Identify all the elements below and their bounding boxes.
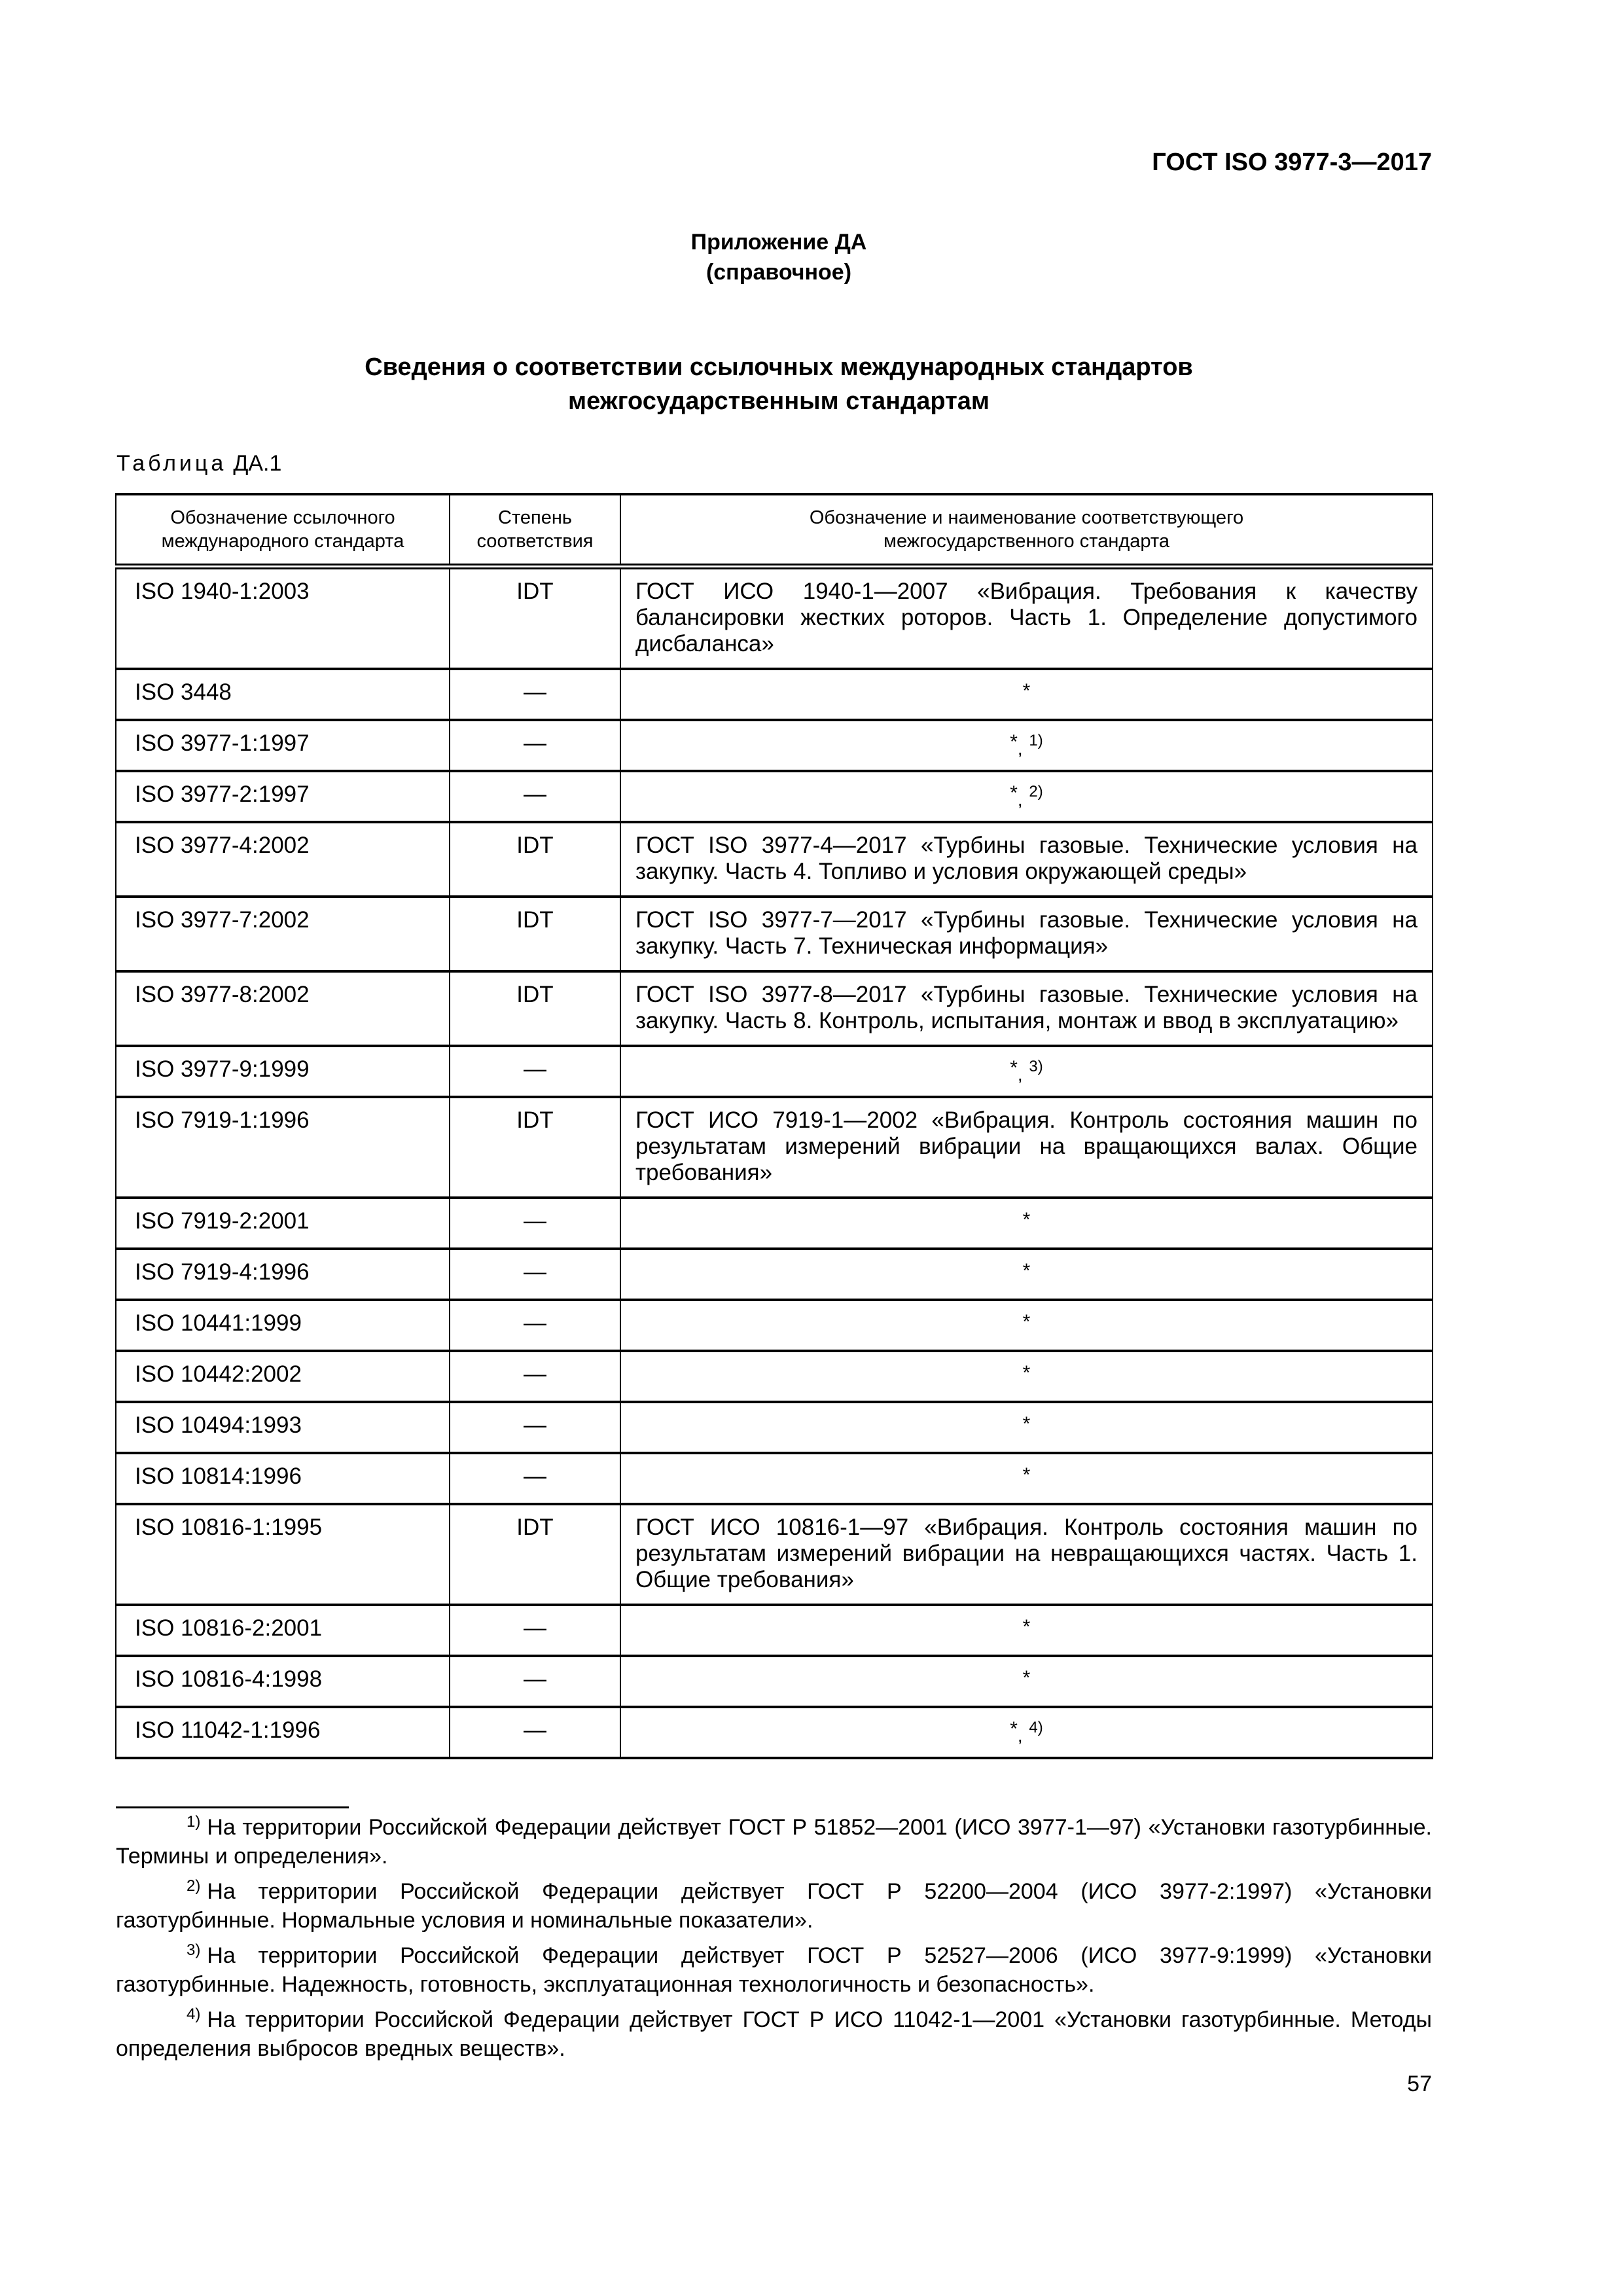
international-standard-cell: ISO 10442:2002 (116, 1351, 450, 1402)
national-standard-cell (620, 720, 1433, 771)
international-standard-cell: ISO 3977-1:1997 (116, 720, 450, 771)
footnote-reference[interactable]: 4) (1029, 1719, 1043, 1736)
degree-of-correspondence-cell: — (450, 771, 620, 822)
degree-of-correspondence-cell: — (450, 1605, 620, 1656)
page-number: 57 (1407, 2072, 1432, 2096)
degree-of-correspondence-cell: IDT (450, 822, 620, 897)
asterisk-marker: * (1022, 1209, 1031, 1230)
footnote-text: На территории Российской Федерации действует ГОСТ Р 52527—2006 (ИСО 3977-9:1999) «Установки газотурбинные. Надежность, готовность, эксплуатационная технологичность и безопасность». (116, 1943, 1432, 1997)
degree-of-correspondence-cell: IDT (450, 897, 620, 971)
table-row (116, 720, 1433, 771)
document-designation: ГОСТ ISO 3977-3—2017 (1152, 149, 1432, 176)
table-row (116, 1402, 1433, 1453)
international-standard-cell: ISO 10816-4:1998 (116, 1656, 450, 1707)
degree-of-correspondence-cell: — (450, 1198, 620, 1249)
international-standard-cell: ISO 3977-9:1999 (116, 1046, 450, 1097)
table-body (116, 567, 1433, 1759)
comma-separator: , (1017, 1064, 1023, 1085)
national-standard-cell (620, 1198, 1433, 1249)
appendix-title (196, 350, 1361, 418)
national-standard-cell (620, 1046, 1433, 1097)
table-row (116, 1707, 1433, 1758)
table-row (116, 971, 1433, 1046)
table-row (116, 897, 1433, 971)
national-standard-cell: ГОСТ ИСО 1940-1—2007 «Вибрация. Требования к качеству балансировки жестких роторов. Часть 1. Определение допустимого дисбаланса» (620, 567, 1433, 670)
national-standard-cell (620, 1249, 1433, 1300)
table-caption-number: ДА.1 (233, 451, 282, 476)
column-header-national: Обозначение и наименование соответствующего межгосударственного стандарта (620, 494, 1433, 567)
footnote (116, 2007, 1432, 2062)
footnote-mark: 1) (187, 1813, 201, 1831)
international-standard-cell: ISO 7919-1:1996 (116, 1097, 450, 1198)
table-row (116, 1656, 1433, 1707)
degree-of-correspondence-cell: — (450, 1351, 620, 1402)
asterisk-marker: * (1022, 1616, 1031, 1638)
national-standard-cell (620, 669, 1433, 720)
national-standard-cell: ГОСТ ISO 3977-7—2017 «Турбины газовые. Технические условия на закупку. Часть 7. Техническая информация» (620, 897, 1433, 971)
table-row (116, 1351, 1433, 1402)
national-standard-cell: ГОСТ ISO 3977-4—2017 «Турбины газовые. Технические условия на закупку. Часть 4. Топливо и условия окружающей среды» (620, 822, 1433, 897)
international-standard-cell: ISO 3977-7:2002 (116, 897, 450, 971)
degree-of-correspondence-cell: IDT (450, 1504, 620, 1605)
international-standard-cell: ISO 10816-1:1995 (116, 1504, 450, 1605)
comma-separator: , (1017, 738, 1023, 759)
correspondence-table (115, 493, 1433, 1759)
table-row (116, 1046, 1433, 1097)
footnote-reference[interactable]: 1) (1029, 732, 1043, 749)
international-standard-cell: ISO 7919-2:2001 (116, 1198, 450, 1249)
comma-separator: , (1017, 789, 1023, 810)
asterisk-marker: * (1010, 731, 1018, 753)
degree-of-correspondence-cell: IDT (450, 1097, 620, 1198)
national-standard-cell (620, 1707, 1433, 1758)
footnote-mark: 4) (187, 2005, 201, 2023)
international-standard-cell: ISO 1940-1:2003 (116, 567, 450, 670)
table-row (116, 1097, 1433, 1198)
national-standard-cell (620, 1453, 1433, 1504)
international-standard-cell: ISO 3977-8:2002 (116, 971, 450, 1046)
title-line-2: межгосударственным стандартам (568, 387, 990, 415)
asterisk-marker: * (1010, 1057, 1018, 1079)
degree-of-correspondence-cell: — (450, 669, 620, 720)
asterisk-marker: * (1022, 1667, 1031, 1689)
degree-of-correspondence-cell: — (450, 1300, 620, 1351)
column-header-degree: Степень соответствия (450, 494, 620, 567)
national-standard-cell (620, 1402, 1433, 1453)
appendix-label: Приложение ДА (690, 230, 867, 255)
international-standard-cell: ISO 7919-4:1996 (116, 1249, 450, 1300)
table-row (116, 771, 1433, 822)
degree-of-correspondence-cell: — (450, 1656, 620, 1707)
national-standard-cell (620, 771, 1433, 822)
table-row (116, 669, 1433, 720)
asterisk-marker: * (1022, 1464, 1031, 1486)
footnote-mark: 2) (187, 1877, 201, 1895)
international-standard-cell: ISO 3448 (116, 669, 450, 720)
international-standard-cell: ISO 10814:1996 (116, 1453, 450, 1504)
appendix-heading (654, 227, 903, 287)
asterisk-marker: * (1022, 680, 1031, 702)
footnote (116, 1943, 1432, 1998)
degree-of-correspondence-cell: IDT (450, 971, 620, 1046)
table-row (116, 567, 1433, 670)
international-standard-cell: ISO 3977-4:2002 (116, 822, 450, 897)
degree-of-correspondence-cell: — (450, 1453, 620, 1504)
degree-of-correspondence-cell: — (450, 1402, 620, 1453)
asterisk-marker: * (1022, 1413, 1031, 1435)
degree-of-correspondence-cell: — (450, 720, 620, 771)
degree-of-correspondence-cell: — (450, 1249, 620, 1300)
footnote (116, 1814, 1432, 1869)
footnote-text: На территории Российской Федерации действует ГОСТ Р 52200—2004 (ИСО 3977-2:1997) «Установки газотурбинные. Нормальные условия и номинальные показатели». (116, 1879, 1432, 1933)
column-header-international: Обозначение ссылочного международного стандарта (116, 494, 450, 567)
asterisk-marker: * (1022, 1260, 1031, 1282)
comma-separator: , (1017, 1725, 1023, 1746)
international-standard-cell: ISO 10494:1993 (116, 1402, 450, 1453)
table-row (116, 1198, 1433, 1249)
footnote (116, 1878, 1432, 1933)
national-standard-cell (620, 1351, 1433, 1402)
asterisk-marker: * (1010, 782, 1018, 804)
title-line-1: Сведения о соответствии ссылочных международных стандартов (365, 353, 1193, 381)
international-standard-cell: ISO 10441:1999 (116, 1300, 450, 1351)
table-row (116, 1249, 1433, 1300)
table-caption (116, 450, 281, 476)
international-standard-cell: ISO 3977-2:1997 (116, 771, 450, 822)
footnote-text: На территории Российской Федерации действует ГОСТ Р 51852—2001 (ИСО 3977-1—97) «Установки газотурбинные. Термины и определения». (116, 1815, 1432, 1869)
national-standard-cell: ГОСТ ИСО 7919-1—2002 «Вибрация. Контроль состояния машин по результатам измерений вибрации на вращающихся валах. Общие требования» (620, 1097, 1433, 1198)
degree-of-correspondence-cell: — (450, 1046, 620, 1097)
footnote-separator (116, 1806, 349, 1808)
table-caption-word: Таблица (116, 451, 227, 476)
degree-of-correspondence-cell: IDT (450, 567, 620, 670)
national-standard-cell (620, 1605, 1433, 1656)
table-header-row (116, 494, 1433, 567)
national-standard-cell: ГОСТ ИСО 10816-1—97 «Вибрация. Контроль состояния машин по результатам измерений вибрации на невращающихся частях. Часть 1. Общие требования» (620, 1504, 1433, 1605)
asterisk-marker: * (1010, 1718, 1018, 1740)
table-row (116, 1504, 1433, 1605)
national-standard-cell (620, 1656, 1433, 1707)
table-row (116, 1300, 1433, 1351)
appendix-type: (справочное) (705, 260, 852, 285)
table-row (116, 822, 1433, 897)
degree-of-correspondence-cell: — (450, 1707, 620, 1758)
footnote-text: На территории Российской Федерации действует ГОСТ Р ИСО 11042-1—2001 «Установки газотурбинные. Методы определения выбросов вредных веществ». (116, 2007, 1432, 2061)
footnote-mark: 3) (187, 1941, 201, 1959)
international-standard-cell: ISO 10816-2:2001 (116, 1605, 450, 1656)
national-standard-cell: ГОСТ ISO 3977-8—2017 «Турбины газовые. Технические условия на закупку. Часть 8. Контроль, испытания, монтаж и ввод в эксплуатацию» (620, 971, 1433, 1046)
national-standard-cell (620, 1300, 1433, 1351)
footnote-reference[interactable]: 2) (1029, 783, 1043, 800)
international-standard-cell: ISO 11042-1:1996 (116, 1707, 450, 1758)
asterisk-marker: * (1022, 1311, 1031, 1333)
table-row (116, 1453, 1433, 1504)
asterisk-marker: * (1022, 1362, 1031, 1384)
footnotes (116, 1814, 1432, 2071)
footnote-reference[interactable]: 3) (1029, 1058, 1043, 1075)
table-row (116, 1605, 1433, 1656)
